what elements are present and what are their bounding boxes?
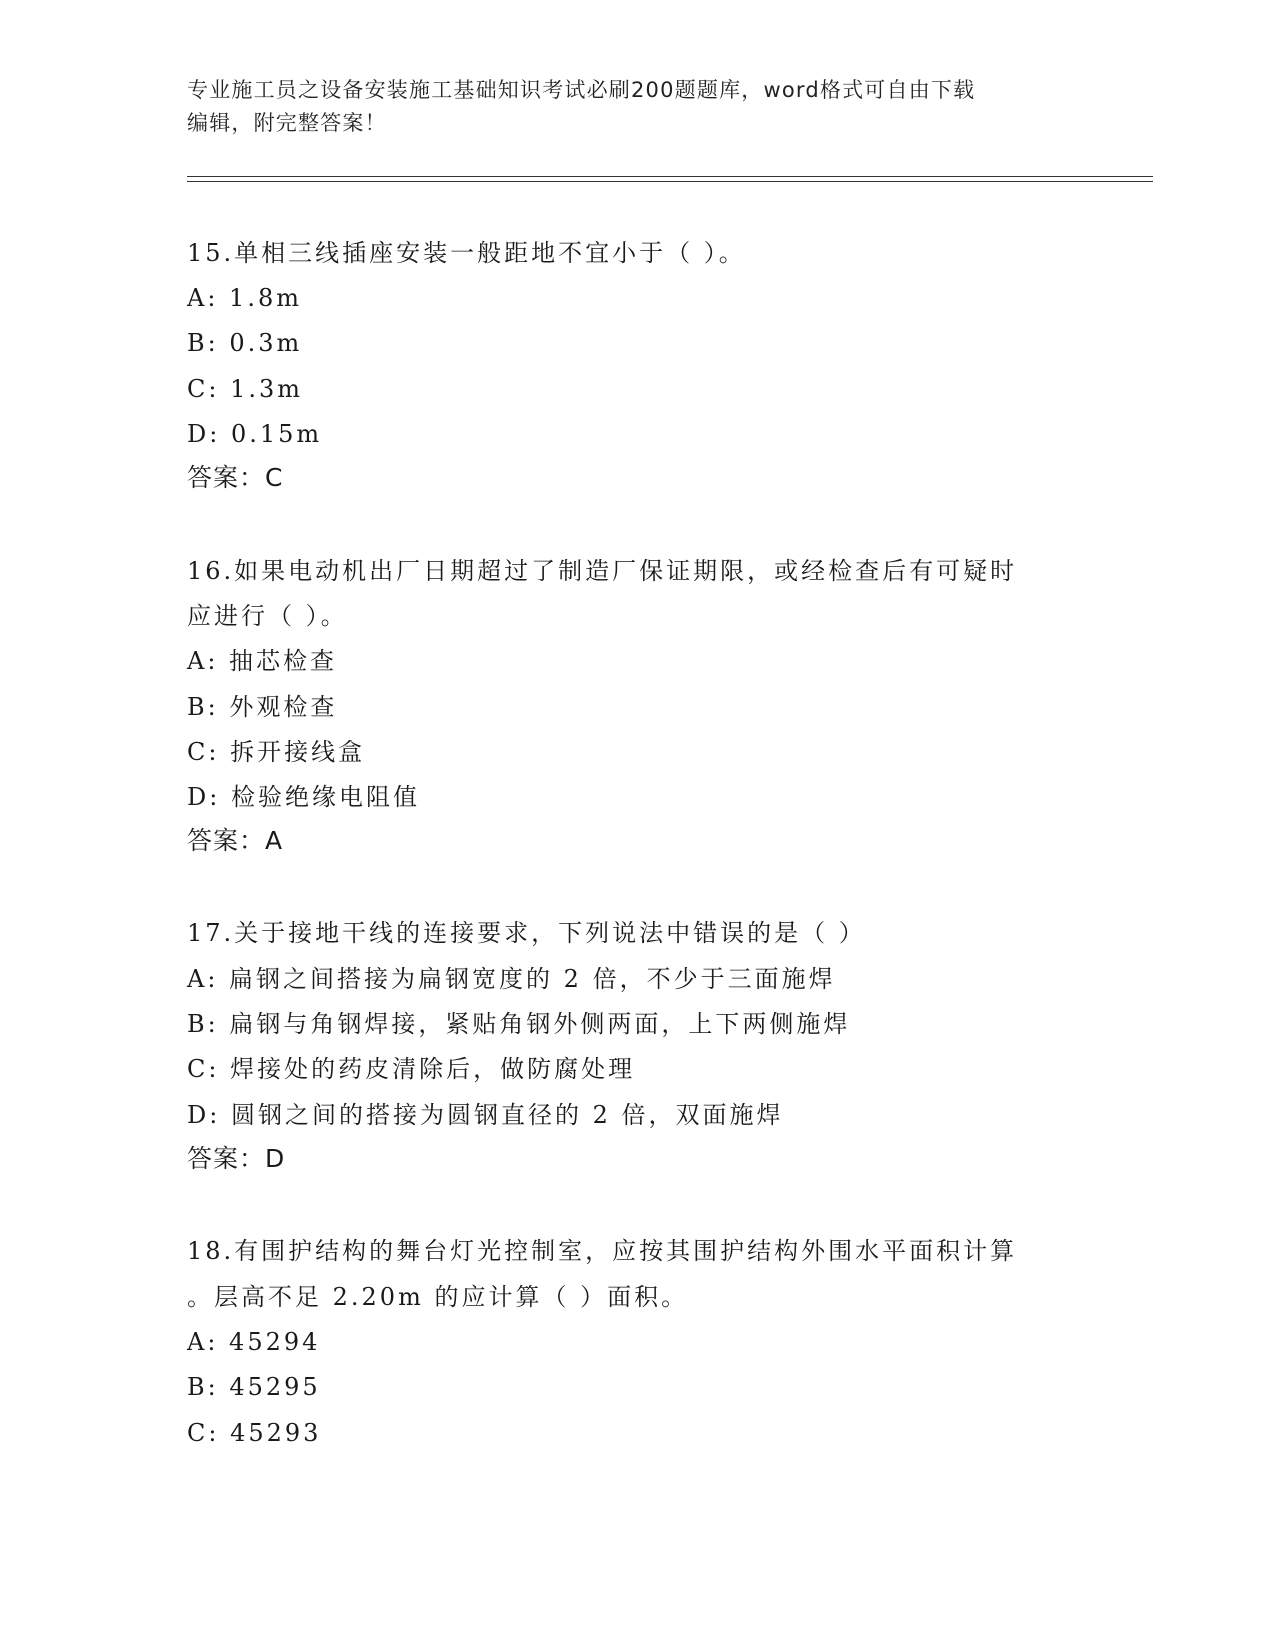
question-17-stem: 17.关于接地干线的连接要求，下列说法中错误的是（ ） [187, 919, 866, 947]
document-header [187, 74, 1067, 140]
question-18-option-c: C: 45293 [187, 1419, 322, 1447]
question-15-option-a: A: 1.8m [187, 284, 302, 312]
header-line-2: 编辑，附完整答案！ [187, 111, 387, 135]
question-16-option-a: A: 抽芯检查 [187, 647, 338, 675]
header-divider-bottom [187, 181, 1153, 182]
question-18-stem-line-2: 。层高不足 2.20m 的应计算（ ）面积。 [187, 1283, 689, 1311]
question-15-option-b: B: 0.3m [187, 329, 303, 357]
question-16-option-c: C: 拆开接线盒 [187, 738, 366, 766]
question-18-option-a: A: 45294 [187, 1328, 321, 1356]
question-16-stem-line-2: 应进行（ ）。 [187, 602, 348, 630]
header-line-1: 专业施工员之设备安装施工基础知识考试必刷200题题库，word格式可自由下载 [187, 78, 976, 102]
question-15-option-c: C: 1.3m [187, 375, 304, 403]
question-17-option-d: D: 圆钢之间的搭接为圆钢直径的 2 倍，双面施焊 [187, 1101, 784, 1129]
question-17-option-b: B: 扁钢与角钢焊接，紧贴角钢外侧两面，上下两侧施焊 [187, 1010, 851, 1038]
question-17-answer: 答案：D [187, 1144, 286, 1173]
question-16-option-b: B: 外观检查 [187, 693, 338, 721]
header-divider-top [187, 176, 1153, 177]
question-18-option-b: B: 45295 [187, 1373, 321, 1401]
question-15-stem: 15.单相三线插座安装一般距地不宜小于（ ）。 [187, 239, 746, 267]
question-16-answer: 答案：A [187, 826, 284, 855]
question-16-stem-line-1: 16.如果电动机出厂日期超过了制造厂保证期限，或经检查后有可疑时 [187, 557, 1018, 585]
question-17-option-c: C: 焊接处的药皮清除后，做防腐处理 [187, 1055, 636, 1083]
question-16-option-d: D: 检验绝缘电阻值 [187, 783, 420, 811]
question-18-stem-line-1: 18.有围护结构的舞台灯光控制室，应按其围护结构外围水平面积计算 [187, 1237, 1018, 1265]
question-17-option-a: A: 扁钢之间搭接为扁钢宽度的 2 倍，不少于三面施焊 [187, 965, 836, 993]
question-15-option-d: D: 0.15m [187, 420, 323, 448]
question-15-answer: 答案：C [187, 463, 284, 492]
